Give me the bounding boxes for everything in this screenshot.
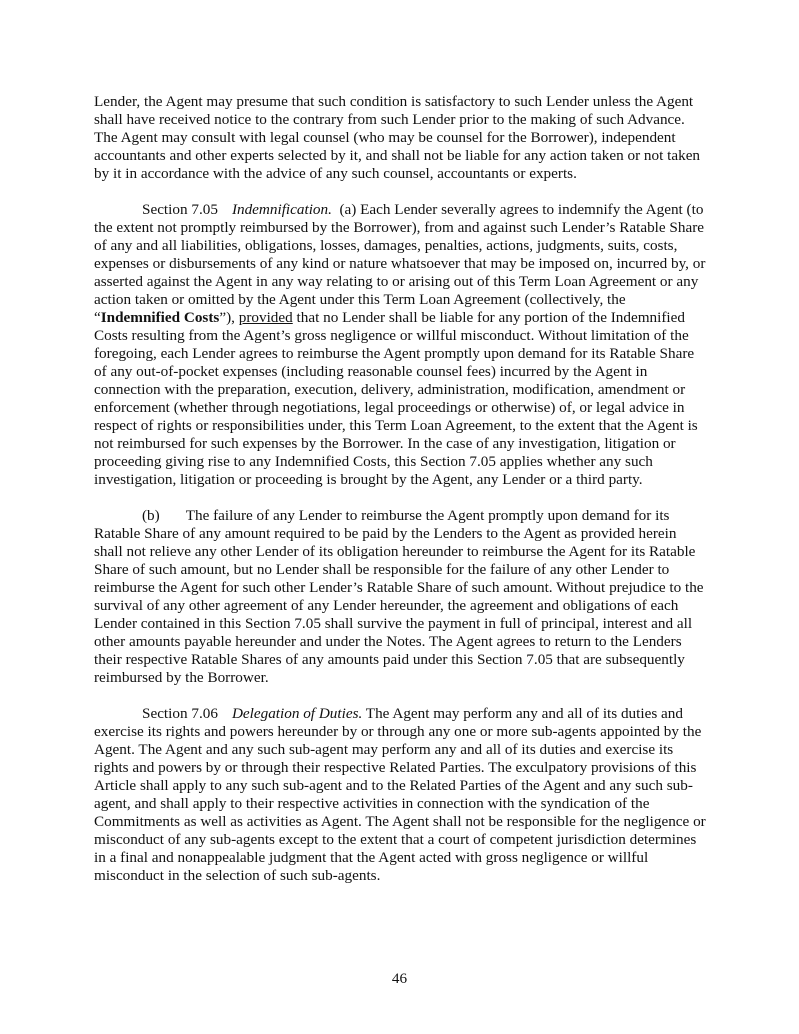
underlined-term: provided (238, 309, 293, 326)
section-7-05-paragraph-b (94, 507, 708, 687)
section-title: Delegation of Duties. (231, 705, 363, 722)
subparagraph-label: (b) (142, 507, 160, 524)
paragraph-text: that no Lender shall be liable for any portion of the Indemnified Costs resulting from the Agent’s gross negligence or willful misconduct. Without limitation of the foregoing, each Lender agrees to reimburse the Agent promptly upon demand for its Ratable Share of any out-of-pocket expenses (including reasonable counsel fees) incurred by the Agent in connection with the preparation, execution, delivery, administration, modification, amendment or enforcement (whether through negotiations, legal proceedings or otherwise) of, or legal advice in respect of rights or responsibilities under, this Term Loan Agreement, to the extent that the Agent is not reimbursed for such expenses by the Borrower. In the case of any investigation, litigation or proceeding giving rise to any Indemnified Costs, this Section 7.05 applies whether any such investigation, litigation or proceeding is brought by the Agent, any Lender or a third party. (94, 309, 698, 488)
paragraph-text: The Agent may perform any and all of its duties and exercise its rights and powers hereunder by or through any one or more sub-agents appointed by the Agent. The Agent and any such sub-agent may perform any and all of its duties and exercise its rights and powers by or through their respective Related Parties. The exculpatory provisions of this Article shall apply to any such sub-agent and to the Related Parties of the Agent and any such sub-agent, and shall apply to their respective activities in connection with the syndication of the Commitments as well as activities as Agent. The Agent shall not be responsible for the negligence or misconduct of any sub-agents except to the extent that a court of competent jurisdiction determines in a final and nonappealable judgment that the Agent acted with gross negligence or willful misconduct in the selection of such sub-agents. (94, 705, 706, 884)
defined-term: Indemnified Costs (100, 309, 220, 326)
paragraph-text: The failure of any Lender to reimburse the Agent promptly upon demand for its Ratable Share of any amount required to be paid by the Lenders to the Agent as provided herein shall not relieve any other Lender of its obligation hereunder to reimburse the Agent for its Ratable Share of such amount, but no Lender shall be responsible for the failure of any other Lender to reimburse the Agent for such other Lender’s Ratable Share of such amount. Without prejudice to the survival of any other agreement of any Lender hereunder, the agreement and obligations of each Lender contained in this Section 7.05 shall survive the payment in full of principal, interest and all other amounts payable hereunder and under the Notes. The Agent agrees to return to the Lenders their respective Ratable Shares of any amounts paid under this Section 7.05 that are subsequently reimbursed by the Borrower. (94, 507, 704, 686)
section-number: Section 7.06 (142, 705, 218, 722)
page-number: 46 (391, 970, 408, 987)
paragraph-text: (a) Each Lender severally agrees to indemnify the Agent (to the extent not promptly reimbursed by the Borrower), from and against such Lender’s Ratable Share of any and all liabilities, obligations, losses, damages, penalties, actions, judgments, suits, costs, expenses or disbursements of any kind or nature whatsoever that may be imposed on, incurred by, or asserted against the Agent in any way relating to or arising out of this Term Loan Agreement or any action taken or omitted by the Agent under this Term Loan Agreement (collectively, the “ (94, 201, 706, 326)
section-7-06-paragraph (94, 705, 708, 885)
document-page (94, 93, 708, 903)
paragraph-continuation: Lender, the Agent may presume that such condition is satisfactory to such Lender unless the Agent shall have received notice to the contrary from such Lender prior to the making of such Advance. The Agent may consult with legal counsel (who may be counsel for the Borrower), independent accountants and other experts selected by it, and shall not be liable for any action taken or not taken by it in accordance with the advice of any such counsel, accountants or experts. (94, 93, 701, 182)
paragraph-text: ”), (219, 309, 239, 326)
section-title: Indemnification. (231, 201, 332, 218)
section-number: Section 7.05 (142, 201, 218, 218)
section-7-05-paragraph-a (94, 201, 708, 489)
